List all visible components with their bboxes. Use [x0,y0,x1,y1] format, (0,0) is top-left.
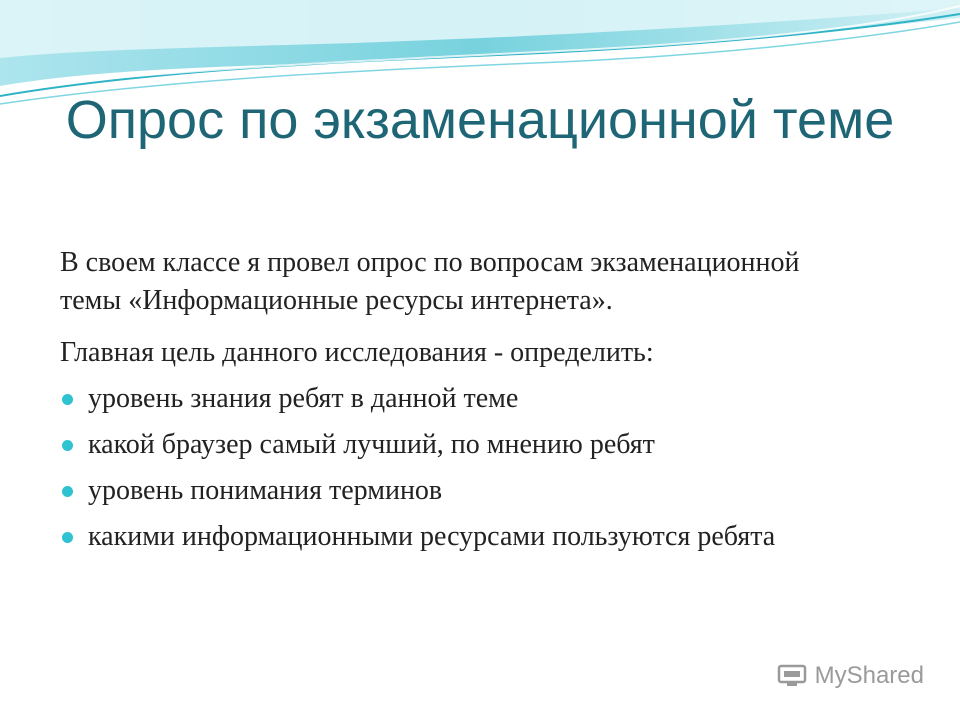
list-item-text: уровень знания ребят в данной теме [88,383,519,414]
circle-bullet-icon [62,532,73,543]
circle-bullet-icon [62,486,73,497]
list-item [60,518,860,556]
list-item [60,380,860,418]
list-item-text: уровень понимания терминов [88,475,443,506]
bullet-list [60,380,860,556]
watermark-text: MyShared [814,662,924,689]
circle-bullet-icon [62,440,73,451]
slide-title: Опрос по экзаменационной теме [65,90,895,150]
circle-bullet-icon [62,394,73,405]
slide-body [60,244,860,564]
list-item-text: какой браузер самый лучший, по мнению ребят [88,429,655,460]
watermark [777,662,924,690]
list-item [60,472,860,510]
intro-paragraph: В своем классе я провел опрос по вопросам экзаменационной темы «Информационные ресурсы интернета». [60,247,800,316]
myshared-logo-icon [777,663,807,689]
list-item-text: какими информационными ресурсами пользуются ребята [88,521,776,552]
goal-paragraph: Главная цель данного исследования - определить: [60,337,654,368]
list-item [60,426,860,464]
